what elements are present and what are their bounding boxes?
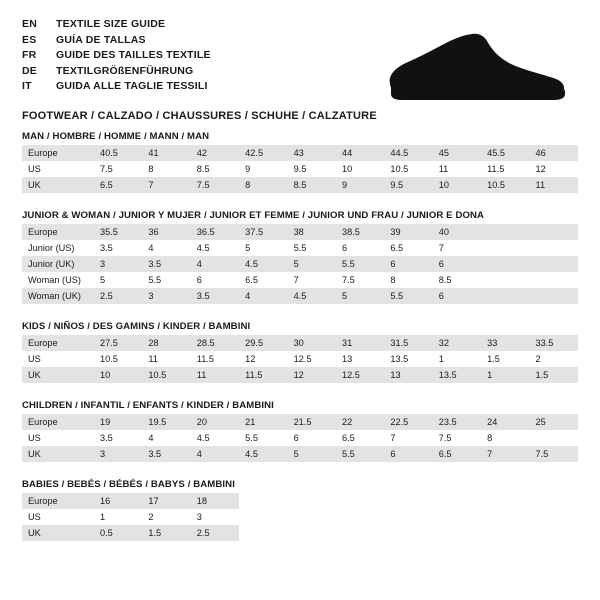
cell: 6 <box>293 433 299 443</box>
cell: 8.5 <box>288 177 336 193</box>
cell: 35.5 <box>94 224 142 240</box>
section-babies <box>22 479 578 541</box>
cell: 5.5 <box>293 243 307 253</box>
header <box>22 18 578 122</box>
cell: 22 <box>336 414 384 430</box>
cell <box>530 256 578 272</box>
cell: 3.5 <box>142 256 190 272</box>
cell: 3 <box>94 256 142 272</box>
cell <box>336 493 384 509</box>
table-row <box>22 446 578 462</box>
cell <box>384 509 432 525</box>
cell: 1.5 <box>530 367 578 383</box>
cell: 4.5 <box>288 288 336 304</box>
table-row <box>22 335 578 351</box>
cell: 5.5 <box>336 446 384 462</box>
cell: 6.5 <box>94 177 142 193</box>
cell: 7 <box>390 433 396 443</box>
cell: 10.5 <box>481 177 529 193</box>
cell: 5 <box>100 275 106 285</box>
cell: 10.5 <box>142 367 190 383</box>
cell: 5 <box>288 446 336 462</box>
table-row <box>22 177 578 193</box>
cell: 10 <box>433 177 481 193</box>
cell: 19 <box>94 414 142 430</box>
cell: 42 <box>191 145 239 161</box>
cell: 8.5 <box>196 164 210 174</box>
row-label: Junior (US) <box>28 243 75 253</box>
cell: 12 <box>288 367 336 383</box>
cell: 37.5 <box>239 224 287 240</box>
cell <box>481 240 529 256</box>
cell: 12 <box>245 354 256 364</box>
cell: 46 <box>530 145 578 161</box>
cell <box>530 272 578 288</box>
cell: 11.5 <box>196 354 214 364</box>
cell: 38 <box>288 224 336 240</box>
cell: 6.5 <box>433 446 481 462</box>
table-row <box>22 288 578 304</box>
language-row <box>22 34 211 50</box>
cell: 0.5 <box>94 525 142 541</box>
cell: 3.5 <box>191 288 239 304</box>
cell: 7 <box>293 275 299 285</box>
cell: 5.5 <box>148 275 162 285</box>
cell: 3.5 <box>100 243 113 253</box>
cell: 3.5 <box>100 433 113 443</box>
cell: 7.5 <box>530 446 578 462</box>
cell: 8.5 <box>438 275 452 285</box>
cell: 5.5 <box>336 256 384 272</box>
cell: 16 <box>94 493 142 509</box>
language-code: DE <box>22 64 37 77</box>
size-table <box>22 493 578 541</box>
cell <box>481 509 529 525</box>
cell <box>530 224 578 240</box>
row-label: US <box>28 354 41 364</box>
section-title: JUNIOR & WOMAN / JUNIOR Y MUJER / JUNIOR ET FEMME / JUNIOR UND FRAU / JUNIOR E DONA <box>22 210 485 221</box>
cell: 5 <box>336 288 384 304</box>
row-label: Woman (UK) <box>22 288 94 304</box>
cell <box>384 525 432 541</box>
cell <box>239 509 287 525</box>
cell: 7 <box>142 177 190 193</box>
cell: 3 <box>94 446 142 462</box>
cell: 33 <box>481 335 529 351</box>
cell: 36.5 <box>191 224 239 240</box>
cell: 7.5 <box>438 433 452 443</box>
cell: 17 <box>142 493 190 509</box>
cell: 38.5 <box>336 224 384 240</box>
language-title: GUIDE DES TAILLES TEXTILE <box>56 49 211 61</box>
row-label: US <box>28 433 41 443</box>
cell: 13.5 <box>390 354 409 364</box>
cell: 12.5 <box>293 354 312 364</box>
row-label: Europe <box>22 145 94 161</box>
cell <box>481 493 529 509</box>
table-row <box>22 493 578 509</box>
cell: 5 <box>245 243 251 253</box>
table-row <box>22 351 578 367</box>
language-list <box>22 18 211 96</box>
cell: 11 <box>148 354 158 364</box>
table-row <box>22 272 578 288</box>
cell: 41 <box>142 145 190 161</box>
table-row <box>22 224 578 240</box>
cell: 11.5 <box>487 164 505 174</box>
cell: 9 <box>245 164 251 174</box>
cell: 6 <box>196 275 202 285</box>
section-title: MAN / HOMBRE / HOMME / MANN / MAN <box>22 131 210 142</box>
cell: 11.5 <box>239 367 287 383</box>
cell: 42.5 <box>239 145 287 161</box>
cell: 10.5 <box>100 354 118 364</box>
cell: 10.5 <box>390 164 409 174</box>
language-code: EN <box>22 18 37 30</box>
cell: 33.5 <box>530 335 578 351</box>
cell: 13 <box>384 367 432 383</box>
row-label: US <box>28 164 41 174</box>
table-row <box>22 509 578 525</box>
cell: 6.5 <box>341 433 355 443</box>
cell: 20 <box>191 414 239 430</box>
cell: 7.5 <box>100 164 113 174</box>
cell: 36 <box>142 224 190 240</box>
section-junior-woman <box>22 210 578 304</box>
section-title: KIDS / NIÑOS / DES GAMINS / KINDER / BAMBINI <box>22 321 251 332</box>
cell: 5.5 <box>245 433 258 443</box>
cell: 31.5 <box>384 335 432 351</box>
cell: 12.5 <box>336 367 384 383</box>
cell: 1 <box>438 354 444 364</box>
section-children <box>22 400 578 462</box>
language-row <box>22 18 211 34</box>
cell: 21 <box>239 414 287 430</box>
cell: 2.5 <box>191 525 239 541</box>
section-title: CHILDREN / INFANTIL / ENFANTS / KINDER / BAMBINI <box>22 400 274 411</box>
row-label: Europe <box>22 493 94 509</box>
cell: 23.5 <box>433 414 481 430</box>
language-row <box>22 49 211 65</box>
cell: 12 <box>535 164 546 174</box>
cell: 4 <box>191 256 239 272</box>
cell: 43 <box>288 145 336 161</box>
cell: 10 <box>341 164 353 174</box>
cell: 9 <box>336 177 384 193</box>
row-label: Woman (US) <box>28 275 81 285</box>
cell <box>530 525 578 541</box>
language-row <box>22 65 211 81</box>
cell: 11 <box>438 164 449 174</box>
category-title: FOOTWEAR / CALZADO / CHAUSSURES / SCHUHE / CALZATURE <box>22 109 377 122</box>
table-row <box>22 145 578 161</box>
cell: 22.5 <box>384 414 432 430</box>
section-title: BABIES / BEBÉS / BÉBÉS / BABYS / BAMBINI <box>22 479 235 490</box>
cell <box>239 525 287 541</box>
cell: 7 <box>481 446 529 462</box>
cell: 2 <box>148 512 154 522</box>
cell: 4 <box>239 288 287 304</box>
table-row <box>22 525 578 541</box>
row-label: US <box>28 512 41 522</box>
row-label: UK <box>22 367 94 383</box>
cell: 3 <box>196 512 202 522</box>
row-label: Europe <box>22 335 94 351</box>
cell: 4.5 <box>196 433 210 443</box>
cell: 9.5 <box>384 177 432 193</box>
cell: 39 <box>384 224 432 240</box>
table-row <box>22 240 578 256</box>
row-label: UK <box>22 525 94 541</box>
cell: 4.5 <box>196 243 210 253</box>
cell: 1.5 <box>487 354 500 364</box>
cell: 5 <box>288 256 336 272</box>
cell: 13.5 <box>433 367 481 383</box>
cell: 7.5 <box>341 275 355 285</box>
cell <box>384 493 432 509</box>
cell <box>288 509 336 525</box>
size-table <box>22 335 578 383</box>
cell: 21.5 <box>288 414 336 430</box>
size-table <box>22 414 578 462</box>
cell <box>433 509 481 525</box>
cell: 44.5 <box>384 145 432 161</box>
cell <box>288 525 336 541</box>
cell: 4 <box>148 243 154 253</box>
cell: 40 <box>433 224 481 240</box>
cell: 4.5 <box>239 446 287 462</box>
language-code: ES <box>22 33 37 46</box>
cell: 40.5 <box>94 145 142 161</box>
row-label: UK <box>22 446 94 462</box>
cell <box>336 509 384 525</box>
cell: 1 <box>100 512 106 522</box>
cell: 9.5 <box>293 164 307 174</box>
cell: 7 <box>438 243 444 253</box>
cell <box>481 525 529 541</box>
cell <box>530 509 578 525</box>
cell: 10 <box>94 367 142 383</box>
table-row <box>22 161 578 177</box>
cell: 3 <box>142 288 190 304</box>
cell: 4 <box>191 446 239 462</box>
language-code: IT <box>22 80 32 92</box>
row-label: UK <box>22 177 94 193</box>
cell: 1.5 <box>142 525 190 541</box>
cell: 7.5 <box>191 177 239 193</box>
section-man <box>22 131 578 193</box>
table-row <box>22 256 578 272</box>
cell: 6 <box>341 243 348 253</box>
cell <box>433 525 481 541</box>
cell: 5.5 <box>384 288 432 304</box>
cell: 6 <box>384 446 432 462</box>
table-row <box>22 414 578 430</box>
cell: 25 <box>530 414 578 430</box>
cell: 8 <box>390 275 396 285</box>
language-title: TEXTILE SIZE GUIDE <box>56 18 166 30</box>
cell: 31 <box>336 335 384 351</box>
cell: 6 <box>433 256 481 272</box>
cell: 18 <box>191 493 239 509</box>
size-table <box>22 224 578 304</box>
language-title: GUIDA ALLE TAGLIE TESSILI <box>56 80 208 92</box>
table-row <box>22 367 578 383</box>
cell <box>481 256 529 272</box>
cell: 2 <box>535 354 541 364</box>
cell <box>481 272 529 288</box>
cell <box>530 430 578 446</box>
cell: 32 <box>433 335 481 351</box>
dress-shoe-icon <box>378 32 568 106</box>
cell: 6 <box>433 288 481 304</box>
cell: 45 <box>433 145 481 161</box>
cell <box>481 288 529 304</box>
row-label: Europe <box>22 414 94 430</box>
cell: 28 <box>142 335 190 351</box>
cell: 44 <box>336 145 384 161</box>
table-row <box>22 430 578 446</box>
cell: 4 <box>148 433 154 443</box>
cell: 28.5 <box>191 335 239 351</box>
cell <box>530 288 578 304</box>
cell: 8 <box>148 164 154 174</box>
cell: 30 <box>288 335 336 351</box>
section-kids <box>22 321 578 383</box>
row-label: Europe <box>22 224 94 240</box>
size-table <box>22 145 578 193</box>
cell <box>239 493 287 509</box>
cell: 19.5 <box>142 414 190 430</box>
cell: 6.5 <box>390 243 404 253</box>
cell: 6.5 <box>245 275 258 285</box>
cell <box>530 493 578 509</box>
cell: 3.5 <box>142 446 190 462</box>
row-label: Junior (UK) <box>22 256 94 272</box>
language-row <box>22 80 211 96</box>
cell: 8 <box>239 177 287 193</box>
cell: 2.5 <box>94 288 142 304</box>
cell: 8 <box>487 433 493 443</box>
language-title: GUÍA DE TALLAS <box>56 33 146 46</box>
cell <box>433 493 481 509</box>
cell: 45.5 <box>481 145 529 161</box>
cell <box>336 525 384 541</box>
cell <box>530 240 578 256</box>
cell: 24 <box>481 414 529 430</box>
cell: 11 <box>530 177 578 193</box>
language-code: FR <box>22 49 37 61</box>
cell: 11 <box>191 367 239 383</box>
language-title: TEXTILGRÖßENFÜHRUNG <box>56 64 194 77</box>
cell: 29.5 <box>239 335 287 351</box>
cell: 1 <box>481 367 529 383</box>
cell: 13 <box>341 354 353 364</box>
cell: 27.5 <box>94 335 142 351</box>
cell: 6 <box>384 256 432 272</box>
cell <box>481 224 529 240</box>
cell: 4.5 <box>239 256 287 272</box>
cell <box>288 493 336 509</box>
